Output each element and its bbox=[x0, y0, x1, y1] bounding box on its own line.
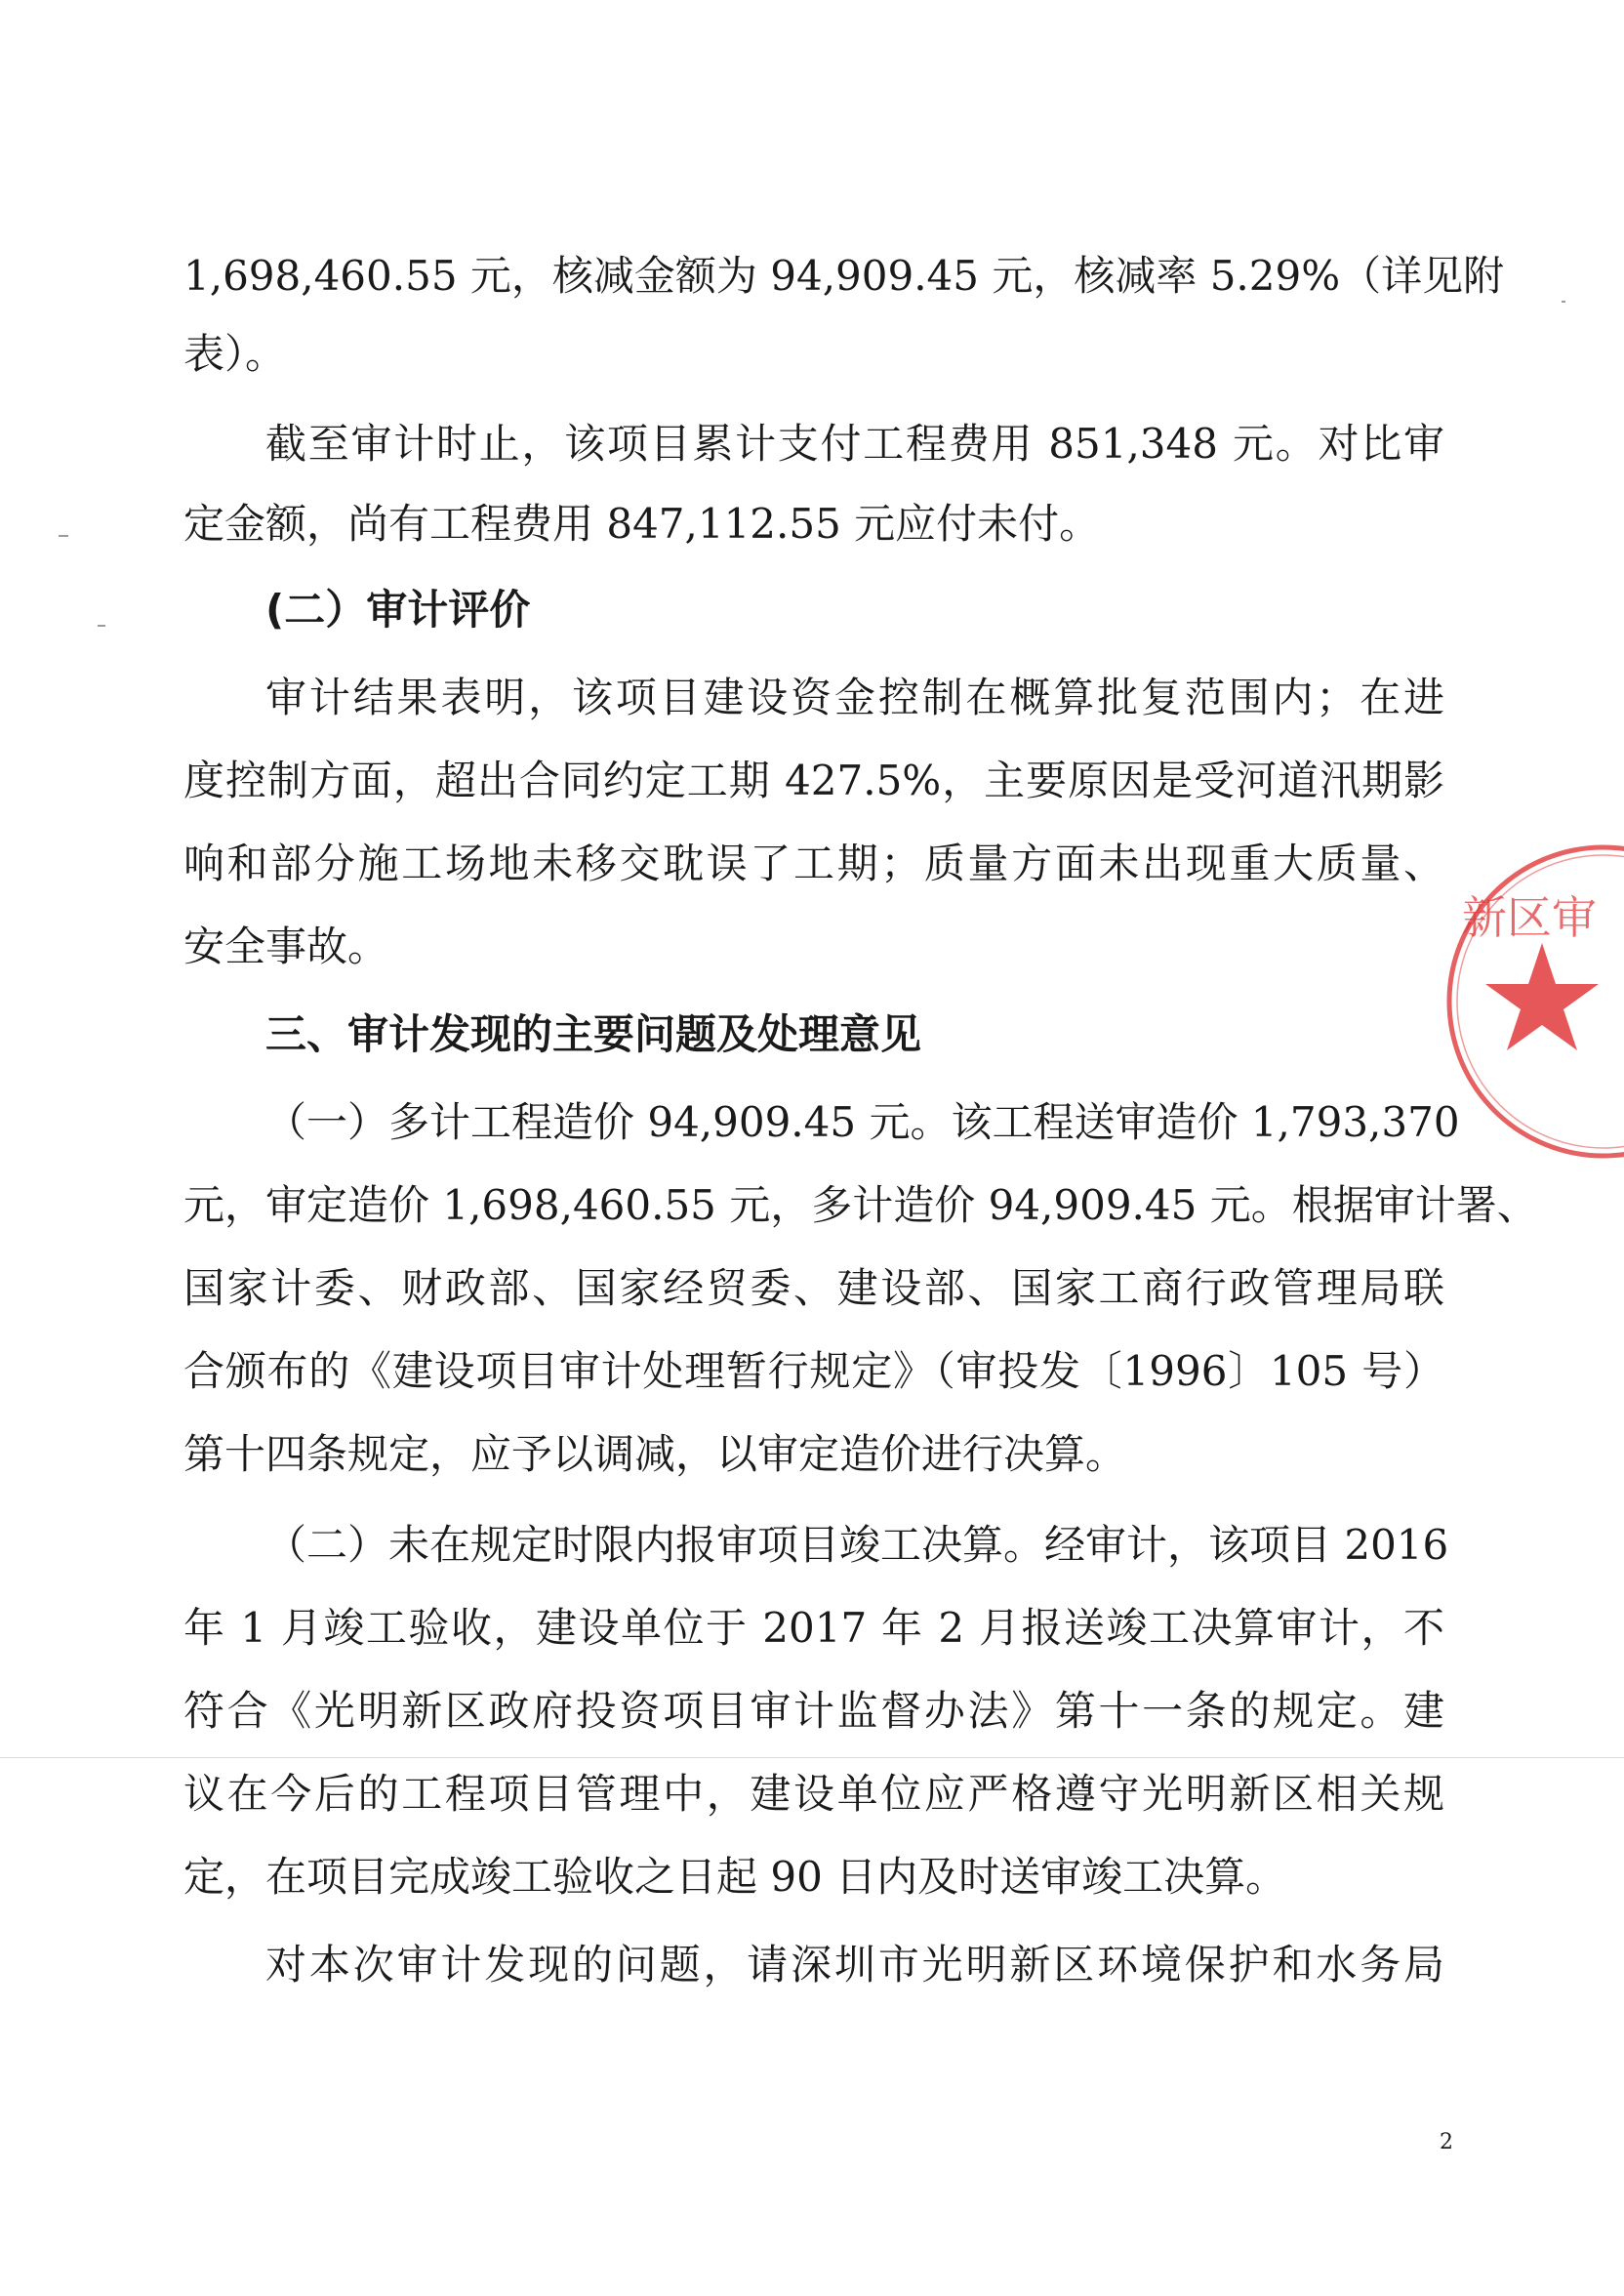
paragraph-line: 定金额，尚有工程费用 847,112.55 元应付未付。 bbox=[183, 500, 1101, 548]
official-seal bbox=[1433, 836, 1624, 1168]
section-heading: 三、审计发现的主要问题及处理意见 bbox=[265, 1010, 922, 1058]
paragraph-line: 1,698,460.55 元，核减金额为 94,909.45 元，核减率 5.29%（详见附 bbox=[183, 252, 1505, 300]
paragraph-line: 第十四条规定，应予以调减，以审定造价进行决算。 bbox=[183, 1430, 1127, 1478]
paragraph-line: 定，在项目完成竣工验收之日起 90 日内及时送审竣工决算。 bbox=[183, 1853, 1287, 1901]
paragraph-line: 元，审定造价 1,698,460.55 元，多计造价 94,909.45 元。根据审计署、 bbox=[183, 1181, 1538, 1229]
scan-speck bbox=[59, 535, 68, 537]
scan-speck bbox=[98, 625, 105, 627]
paragraph-line: 合颁布的《建设项目审计处理暂行规定》（审投发〔1996〕105 号） bbox=[183, 1347, 1444, 1395]
paragraph-line: 表）。 bbox=[183, 330, 287, 378]
paragraph-line: 国家计委、财政部、国家经贸委、建设部、国家工商行政管理局联 bbox=[183, 1264, 1444, 1312]
paragraph-line: 截至审计时止，该项目累计支付工程费用 851,348 元。对比审 bbox=[265, 420, 1444, 468]
paragraph-line: 年 1 月竣工验收，建设单位于 2017 年 2 月报送竣工决算审计，不 bbox=[183, 1604, 1444, 1652]
seal-text: 新区审 bbox=[1462, 891, 1597, 944]
paragraph-line: 安全事故。 bbox=[183, 922, 389, 970]
seal-star-icon bbox=[1485, 943, 1599, 1050]
scan-speck bbox=[1562, 301, 1565, 303]
paragraph-line: （二）未在规定时限内报审项目竣工决算。经审计，该项目 2016 bbox=[265, 1521, 1449, 1569]
page-number: 2 bbox=[1440, 2130, 1453, 2154]
paragraph-line: 审计结果表明，该项目建设资金控制在概算批复范围内；在进 bbox=[265, 674, 1444, 721]
section-heading: (二）审计评价 bbox=[265, 586, 531, 634]
paragraph-line: 议在今后的工程项目管理中，建设单位应严格遵守光明新区相关规 bbox=[183, 1770, 1444, 1818]
paragraph-line: （一）多计工程造价 94,909.45 元。该工程送审造价 1,793,370 bbox=[265, 1098, 1460, 1146]
paragraph-line: 响和部分施工场地未移交耽误了工期；质量方面未出现重大质量、 bbox=[183, 840, 1444, 887]
scan-fold-line bbox=[0, 1757, 1624, 1758]
paragraph-line: 对本次审计发现的问题，请深圳市光明新区环境保护和水务局 bbox=[265, 1941, 1444, 1988]
paragraph-line: 度控制方面，超出合同约定工期 427.5%，主要原因是受河道汛期影 bbox=[183, 757, 1444, 804]
paragraph-line: 符合《光明新区政府投资项目审计监督办法》第十一条的规定。建 bbox=[183, 1687, 1444, 1735]
